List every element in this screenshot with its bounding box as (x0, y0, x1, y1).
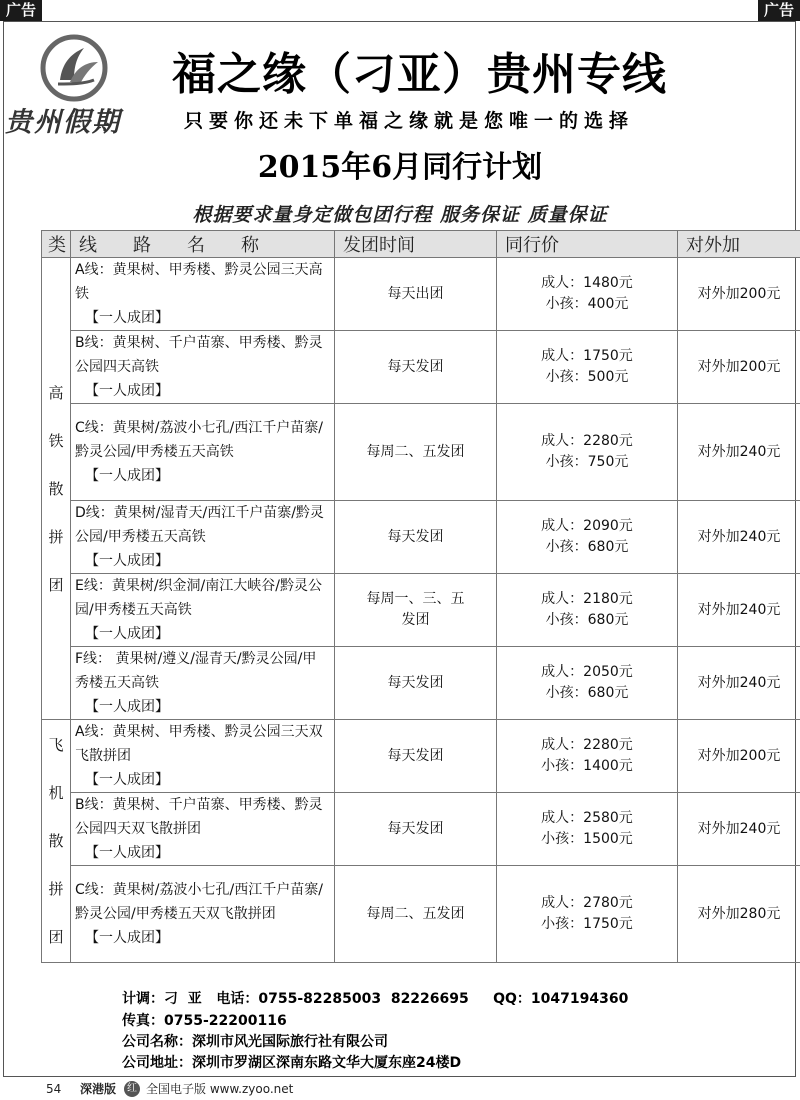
category-char: 拼 (48, 527, 64, 546)
edition-badge-icon: 红 (124, 1081, 140, 1097)
edition-label: 深港版 (80, 1082, 117, 1096)
tagline: 根据要求量身定做包团行程 服务保证 质量保证 (192, 204, 608, 226)
table-row (42, 404, 800, 501)
table-row (42, 574, 800, 647)
departure-time: 每周二、五发团 (335, 404, 497, 501)
markup: 对外加200元 (678, 720, 800, 793)
contact-address: 公司地址：深圳市罗湖区深南东路文华大厦东座24楼D (122, 1055, 462, 1071)
category-char: 高 (48, 383, 64, 402)
brand-logo-text: 贵州假期 (5, 107, 121, 138)
route-name: B线：黄果树、千户苗寨、甲秀楼、黔灵公园四天高铁 【一人成团】 (71, 331, 335, 404)
markup: 对外加200元 (678, 331, 800, 404)
category-char: 团 (48, 928, 64, 946)
price: 成人：2580元 小孩：1500元 (497, 793, 678, 866)
price: 成人：1750元 小孩：500元 (497, 331, 678, 404)
ad-label-right: 广告 (758, 0, 800, 21)
departure-time: 每周一、三、五发团 (335, 574, 497, 647)
category-char: 飞 (48, 736, 64, 754)
route-name: A线：黄果树、甲秀楼、黔灵公园三天高铁 【一人成团】 (71, 258, 335, 331)
table-row (42, 720, 800, 793)
route-name: F线： 黄果树/遵义/湿青天/黔灵公园/甲秀楼五天高铁 【一人成团】 (71, 647, 335, 720)
price: 成人：2280元 小孩：1400元 (497, 720, 678, 793)
category-char: 机 (48, 784, 64, 802)
departure-time: 每天发团 (335, 501, 497, 574)
category-char: 团 (48, 575, 64, 594)
table-row (42, 647, 800, 720)
ad-label-left: 广告 (0, 0, 42, 21)
table-row (42, 866, 800, 963)
markup: 对外加240元 (678, 647, 800, 720)
site-link[interactable]: 全国电子版 www.zyoo.net (146, 1082, 294, 1096)
header-category: 类 (42, 231, 71, 258)
page-number: 54 (46, 1082, 62, 1096)
price: 成人：2180元 小孩：680元 (497, 574, 678, 647)
headline: 福之缘（刁亚）贵州专线 (172, 49, 667, 100)
table-row (42, 793, 800, 866)
markup: 对外加240元 (678, 404, 800, 501)
departure-time: 每天出团 (335, 258, 497, 331)
price: 成人：2780元 小孩：1750元 (497, 866, 678, 963)
route-name: A线：黄果树、甲秀楼、黔灵公园三天双飞散拼团 【一人成团】 (71, 720, 335, 793)
departure-time: 每天发团 (335, 793, 497, 866)
category-flight (42, 720, 71, 963)
route-name: C线：黄果树/荔波小七孔/西江千户苗寨/黔灵公园/甲秀楼五天双飞散拼团 【一人成团】 (71, 866, 335, 963)
price: 成人：2090元 小孩：680元 (497, 501, 678, 574)
table-row (42, 258, 800, 331)
category-char: 散 (48, 479, 64, 498)
contact-fax: 传真：0755-22200116 (122, 1013, 287, 1029)
markup: 对外加240元 (678, 574, 800, 647)
route-name: D线：黄果树/湿青天/西江千户苗寨/黔灵公园/甲秀楼五天高铁 【一人成团】 (71, 501, 335, 574)
departure-time: 每天发团 (335, 720, 497, 793)
header-markup: 对外加 (678, 231, 800, 258)
markup: 对外加240元 (678, 793, 800, 866)
route-name: C线：黄果树/荔波小七孔/西江千户苗寨/黔灵公园/甲秀楼五天高铁 【一人成团】 (71, 404, 335, 501)
departure-time: 每天发团 (335, 331, 497, 404)
price: 成人：2050元 小孩：680元 (497, 647, 678, 720)
table-row (42, 501, 800, 574)
departure-time: 每天发团 (335, 647, 497, 720)
contact-planner: 计调：刁 亚 电话：0755-82285003 82226695 QQ：1047194360 (122, 991, 629, 1007)
brand-logo-icon (40, 34, 108, 102)
header-departure: 发团时间 (335, 231, 497, 258)
contact-company: 公司名称：深圳市风光国际旅行社有限公司 (122, 1034, 388, 1050)
departure-time: 每周二、五发团 (335, 866, 497, 963)
price: 成人：1480元 小孩：400元 (497, 258, 678, 331)
route-table (41, 230, 800, 963)
category-char: 散 (48, 832, 64, 850)
markup: 对外加280元 (678, 866, 800, 963)
category-rail (42, 258, 71, 720)
header-route: 线 路 名 称 (71, 231, 335, 258)
table-header-row (42, 231, 800, 258)
route-name: B线：黄果树、千户苗寨、甲秀楼、黔灵公园四天双飞散拼团 【一人成团】 (71, 793, 335, 866)
category-char: 铁 (48, 431, 64, 450)
plan-title: 2015年6月同行计划 (257, 150, 543, 185)
route-name: E线：黄果树/织金洞/南江大峡谷/黔灵公园/甲秀楼五天高铁 【一人成团】 (71, 574, 335, 647)
markup: 对外加200元 (678, 258, 800, 331)
header-price: 同行价 (497, 231, 678, 258)
page-footer (0, 1078, 800, 1100)
table-row (42, 331, 800, 404)
category-char: 拼 (48, 880, 64, 898)
price: 成人：2280元 小孩：750元 (497, 404, 678, 501)
slogan: 只要你还未下单福之缘就是您唯一的选择 (184, 110, 635, 132)
markup: 对外加240元 (678, 501, 800, 574)
